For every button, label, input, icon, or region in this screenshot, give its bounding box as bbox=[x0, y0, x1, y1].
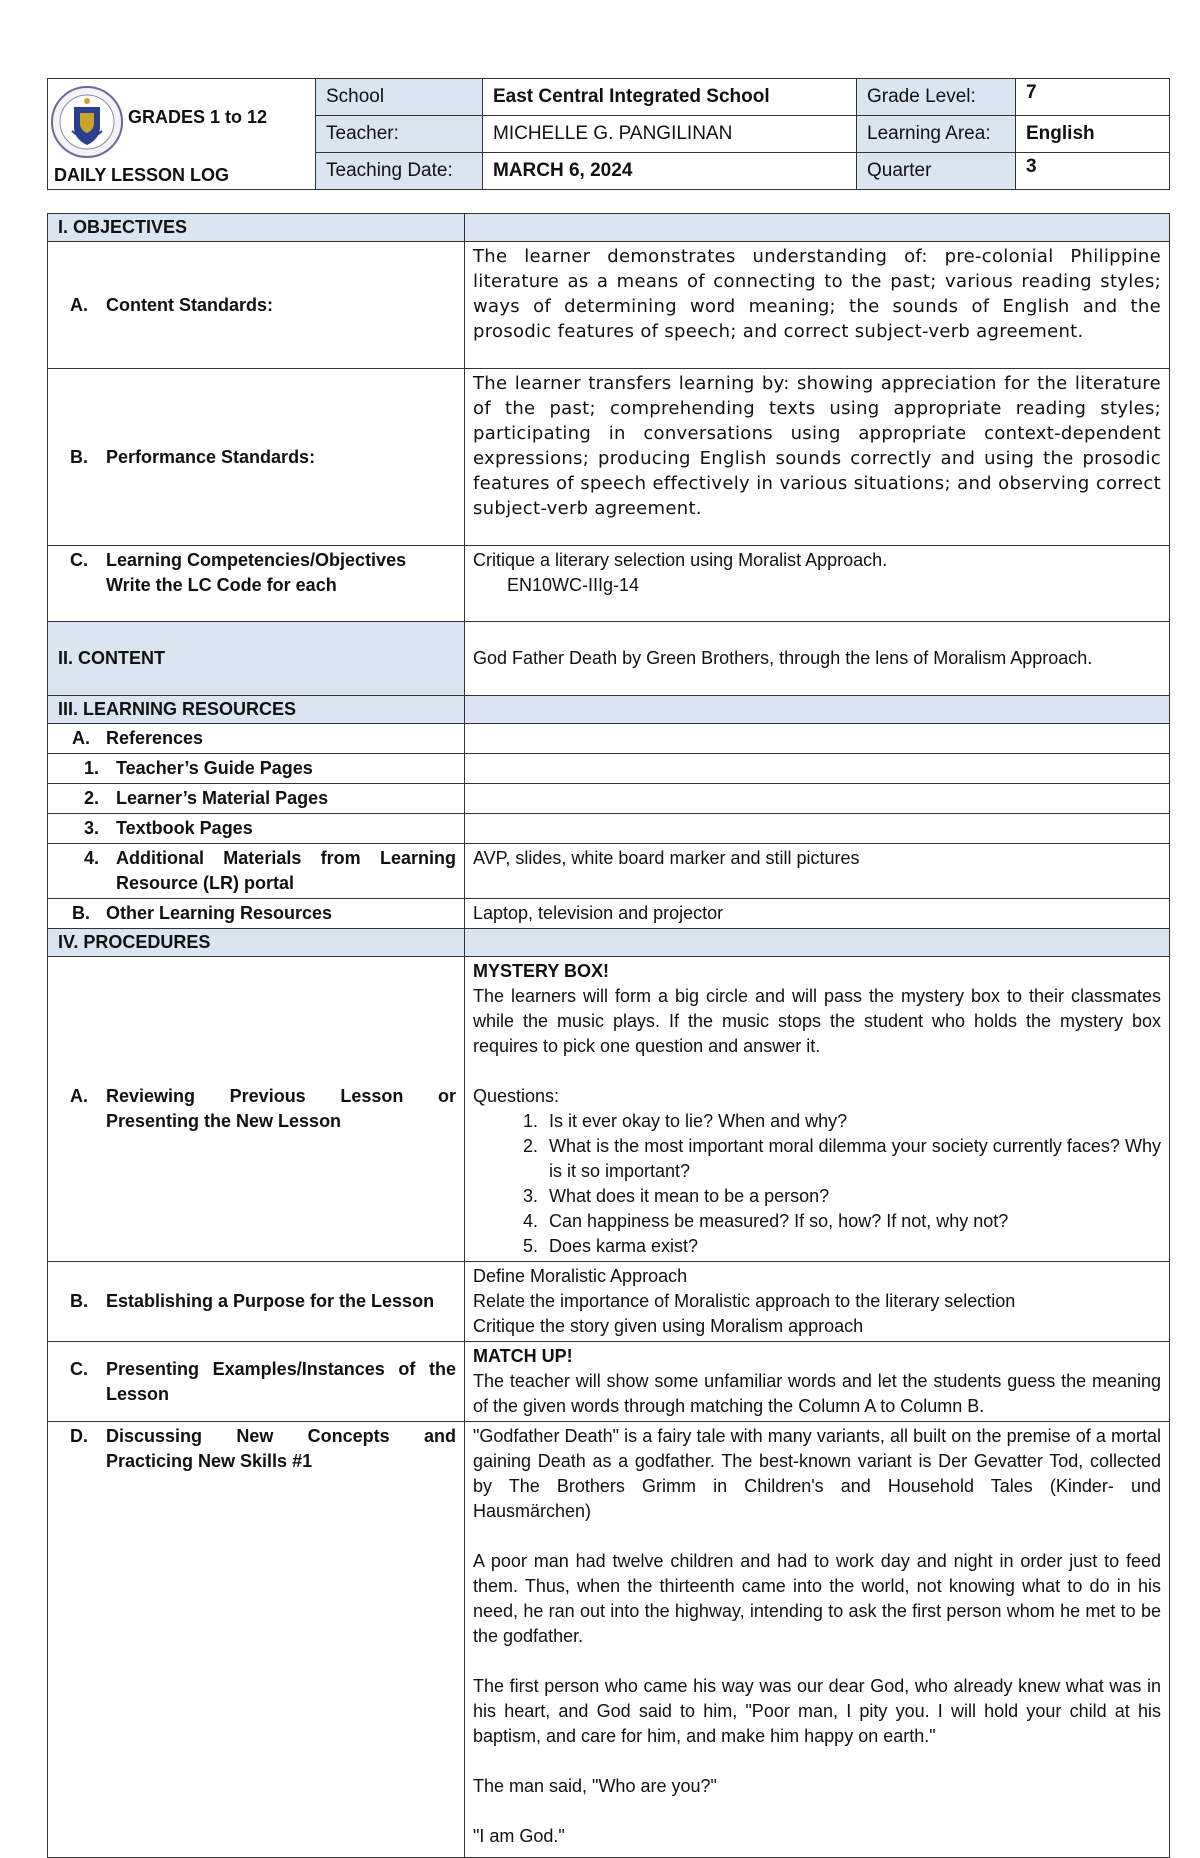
match-up-heading: MATCH UP! bbox=[473, 1346, 573, 1366]
log-title: DAILY LESSON LOG bbox=[54, 165, 230, 185]
list-item: 1. Is it ever okay to lie? When and why? bbox=[543, 1109, 1161, 1134]
mystery-box-heading: MYSTERY BOX! bbox=[473, 961, 610, 981]
discussing-concepts-content: "Godfather Death" is a fairy tale with many variants, all built on the premise of a mortal gaining Death as a godfather. The best-known variant is Der Gevatter Tod, collected by The Brothers Grimm in Children's and Household Tales (Kinder- und Hausmärchen) A poor man had twelve children and had to work day and night in order just to feed them. Thus, when the thirteenth came into the world, not knowing what to do in his need, he ran out into the highway, intending to ask the first person whom he met to be the godfather. The first person who came his way was our dear God, who already knew what was in his heart, and God said to him, "Poor man, I pity you. I will hold your child at his baptism, and care for him, and make him happy on earth." The man said, "Who are you?" "I am God." bbox=[465, 1422, 1170, 1858]
learners-material-label: 2. Learner’s Material Pages bbox=[48, 784, 465, 814]
competencies-label: C. Learning Competencies/Objectives Write the LC Code for each bbox=[48, 546, 465, 622]
textbook-pages-label: 3. Textbook Pages bbox=[48, 814, 465, 844]
performance-standards-text: The learner transfers learning by: showing appreciation for the literature of the past; comprehending texts using appropriate reading styles; participating in conversations using appropriate context-dependent expressions; producing English sounds correctly and using the prosodic features of speech effectively in various situations; and observing correct subject-verb agreement. bbox=[465, 369, 1170, 546]
teaching-date-value: MARCH 6, 2024 bbox=[483, 153, 857, 190]
header-table bbox=[47, 78, 1170, 190]
examples-content: MATCH UP! The teacher will show some unfamiliar words and let the students guess the meaning of the given words through matching the Column A to Column B. bbox=[465, 1342, 1170, 1422]
competencies-text: Critique a literary selection using Moralist Approach. EN10WC-IIIg-14 bbox=[465, 546, 1170, 622]
list-item: 2. What is the most important moral dilemma your society currently faces? Why is it so important? bbox=[543, 1134, 1161, 1184]
teacher-label: Teacher: bbox=[316, 116, 483, 153]
reviewing-lesson-label: A. Reviewing Previous Lesson or Presenting the New Lesson bbox=[48, 957, 465, 1262]
examples-label: C. Presenting Examples/Instances of the Lesson bbox=[48, 1342, 465, 1422]
content-standards-text: The learner demonstrates understanding of: pre-colonial Philippine literature as a means of connecting to the past; various reading styles; ways of determining word meaning; the sounds of English and the prosodic features of speech; and correct subject-verb agreement. bbox=[465, 242, 1170, 369]
quarter-value: 3 bbox=[1016, 153, 1170, 190]
additional-materials-label: 4. Additional Materials from Learning Resource (LR) portal bbox=[48, 844, 465, 899]
content-heading: II. CONTENT bbox=[48, 622, 465, 696]
school-value: East Central Integrated School bbox=[483, 79, 857, 116]
lesson-log-page bbox=[47, 78, 1169, 1858]
grades-label: GRADES 1 to 12 bbox=[128, 107, 268, 127]
deped-seal-icon bbox=[50, 85, 124, 159]
references-label: A. References bbox=[48, 724, 465, 754]
teaching-date-label: Teaching Date: bbox=[316, 153, 483, 190]
learning-area-label: Learning Area: bbox=[857, 116, 1016, 153]
lesson-table bbox=[47, 213, 1170, 1858]
learning-area-value: English bbox=[1016, 116, 1170, 153]
grade-level-value: 7 bbox=[1016, 79, 1170, 116]
list-item: 4. Can happiness be measured? If so, how? If not, why not? bbox=[543, 1209, 1161, 1234]
resources-heading: III. LEARNING RESOURCES bbox=[48, 696, 465, 724]
grade-level-label: Grade Level: bbox=[857, 79, 1016, 116]
performance-standards-label: B. Performance Standards: bbox=[48, 369, 465, 546]
objectives-heading: I. OBJECTIVES bbox=[48, 214, 465, 242]
content-standards-label: A. Content Standards: bbox=[48, 242, 465, 369]
other-resources-value: Laptop, television and projector bbox=[465, 899, 1170, 929]
quarter-label: Quarter bbox=[857, 153, 1016, 190]
reviewing-lesson-content: MYSTERY BOX! The learners will form a big circle and will pass the mystery box to their classmates while the music plays. If the music stops the student who holds the mystery box requires to pick one question and answer it. Questions: 1. Is it ever okay to lie? When and why? 2. What is the most important moral dilemma your society currently faces? Why is it so important? 3. What does it mean to be a person? 4. Can happiness be measured? If so, how? If not, why not? 5. Does karma exist? bbox=[465, 957, 1170, 1262]
teacher-value: MICHELLE G. PANGILINAN bbox=[483, 116, 857, 153]
list-item: 3. What does it mean to be a person? bbox=[543, 1184, 1161, 1209]
lc-code: EN10WC-IIIg-14 bbox=[507, 575, 640, 595]
header-brand bbox=[48, 79, 316, 190]
school-label: School bbox=[316, 79, 483, 116]
additional-materials-value: AVP, slides, white board marker and still pictures bbox=[465, 844, 1170, 899]
teachers-guide-label: 1. Teacher’s Guide Pages bbox=[48, 754, 465, 784]
purpose-content: Define Moralistic Approach Relate the importance of Moralistic approach to the literary selection Critique the story given using Moralism approach bbox=[465, 1262, 1170, 1342]
questions-list bbox=[473, 1109, 1161, 1259]
list-item: 5. Does karma exist? bbox=[543, 1234, 1161, 1259]
content-text: God Father Death by Green Brothers, through the lens of Moralism Approach. bbox=[465, 622, 1170, 696]
procedures-heading: IV. PROCEDURES bbox=[48, 929, 465, 957]
purpose-label: B. Establishing a Purpose for the Lesson bbox=[48, 1262, 465, 1342]
discussing-concepts-label: D. Discussing New Concepts and Practicing New Skills #1 bbox=[48, 1422, 465, 1858]
other-resources-label: B. Other Learning Resources bbox=[48, 899, 465, 929]
